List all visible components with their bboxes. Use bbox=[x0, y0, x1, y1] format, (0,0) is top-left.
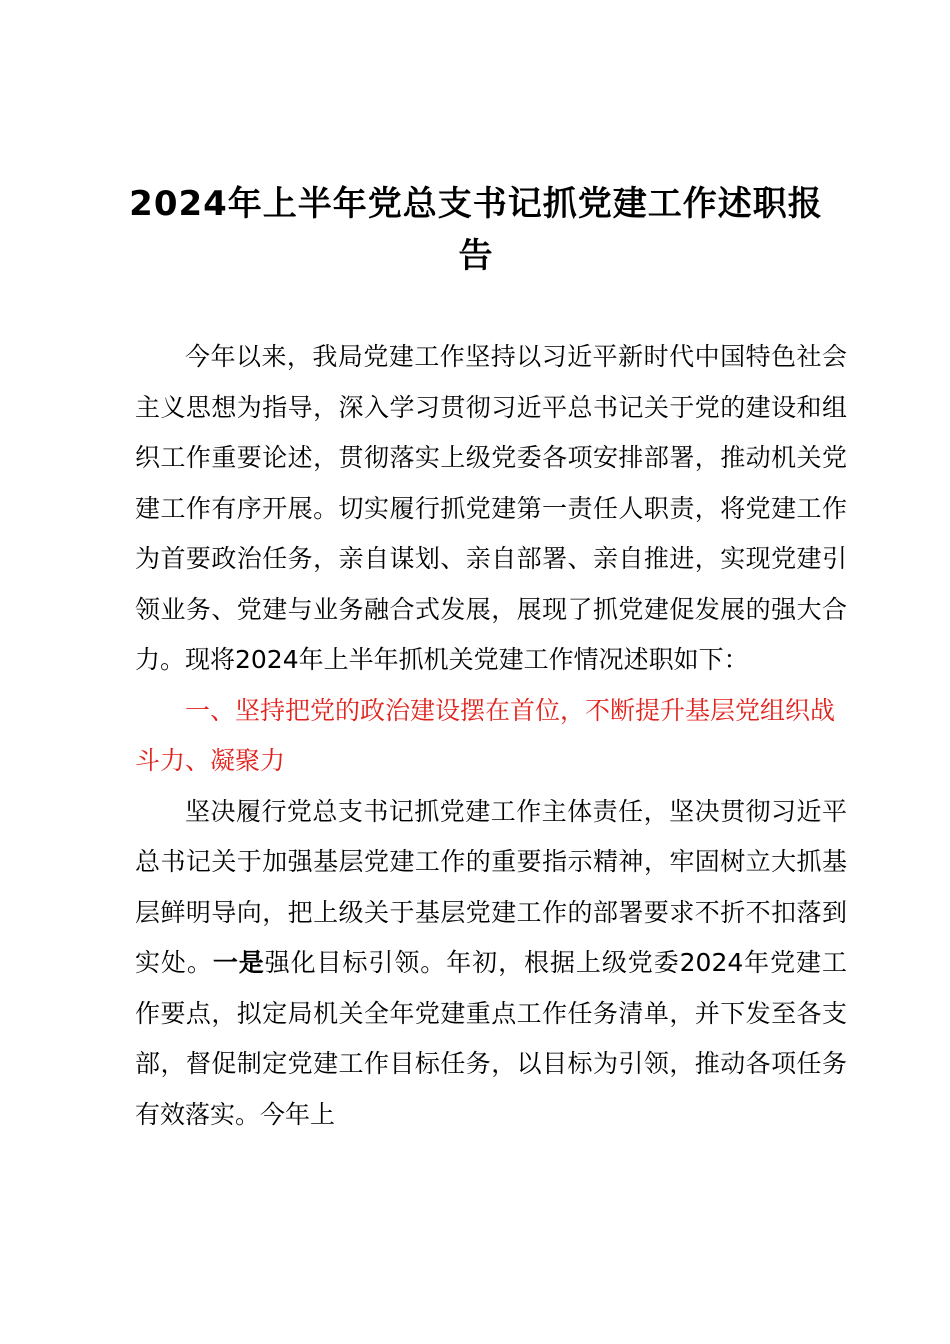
intro-paragraph: 今年以来，我局党建工作坚持以习近平新时代中国特色社会主义思想为指导，深入学习贯彻习近平总书记关于党的建设和组织工作重要论述，贯彻落实上级党委各项安排部署，推动机关党建工作有序开展。切实履行抓党建第一责任人职责，将党建工作为首要政治任务，亲自谋划、亲自部署、亲自推进，实现党建引领业务、党建与业务融合式发展，展现了抓党建促发展的强大合力。现将2024年上半年抓机关党建工作情况述职如下： bbox=[135, 342, 847, 674]
section-heading-1: 一、坚持把党的政治建设摆在首位，不断提升基层党组织战斗力、凝聚力 bbox=[135, 695, 836, 775]
document-body bbox=[135, 332, 847, 1140]
document-title: 2024年上半年党总支书记抓党建工作述职报告 bbox=[129, 184, 823, 276]
section-1-paragraph bbox=[135, 787, 847, 1141]
section-1-paragraph-start: 坚决履行党总支书记抓党建工作主体责任，坚决贯彻习近平总书记关于加强基层党建工作的重要指示精神，牢固树立大抓基层鲜明导向，把上级关于基层党建工作的部署要求不折不扣落到实处。 bbox=[135, 796, 847, 977]
section-1-bold-lead: 一是 bbox=[212, 948, 265, 977]
section-1-paragraph-rest: 强化目标引领。年初，根据上级党委2024年党建工作要点，拟定局机关全年党建重点工作任务清单，并下发至各支部，督促制定党建工作目标任务，以目标为引领，推动各项任务有效落实。今年上 bbox=[135, 948, 847, 1129]
